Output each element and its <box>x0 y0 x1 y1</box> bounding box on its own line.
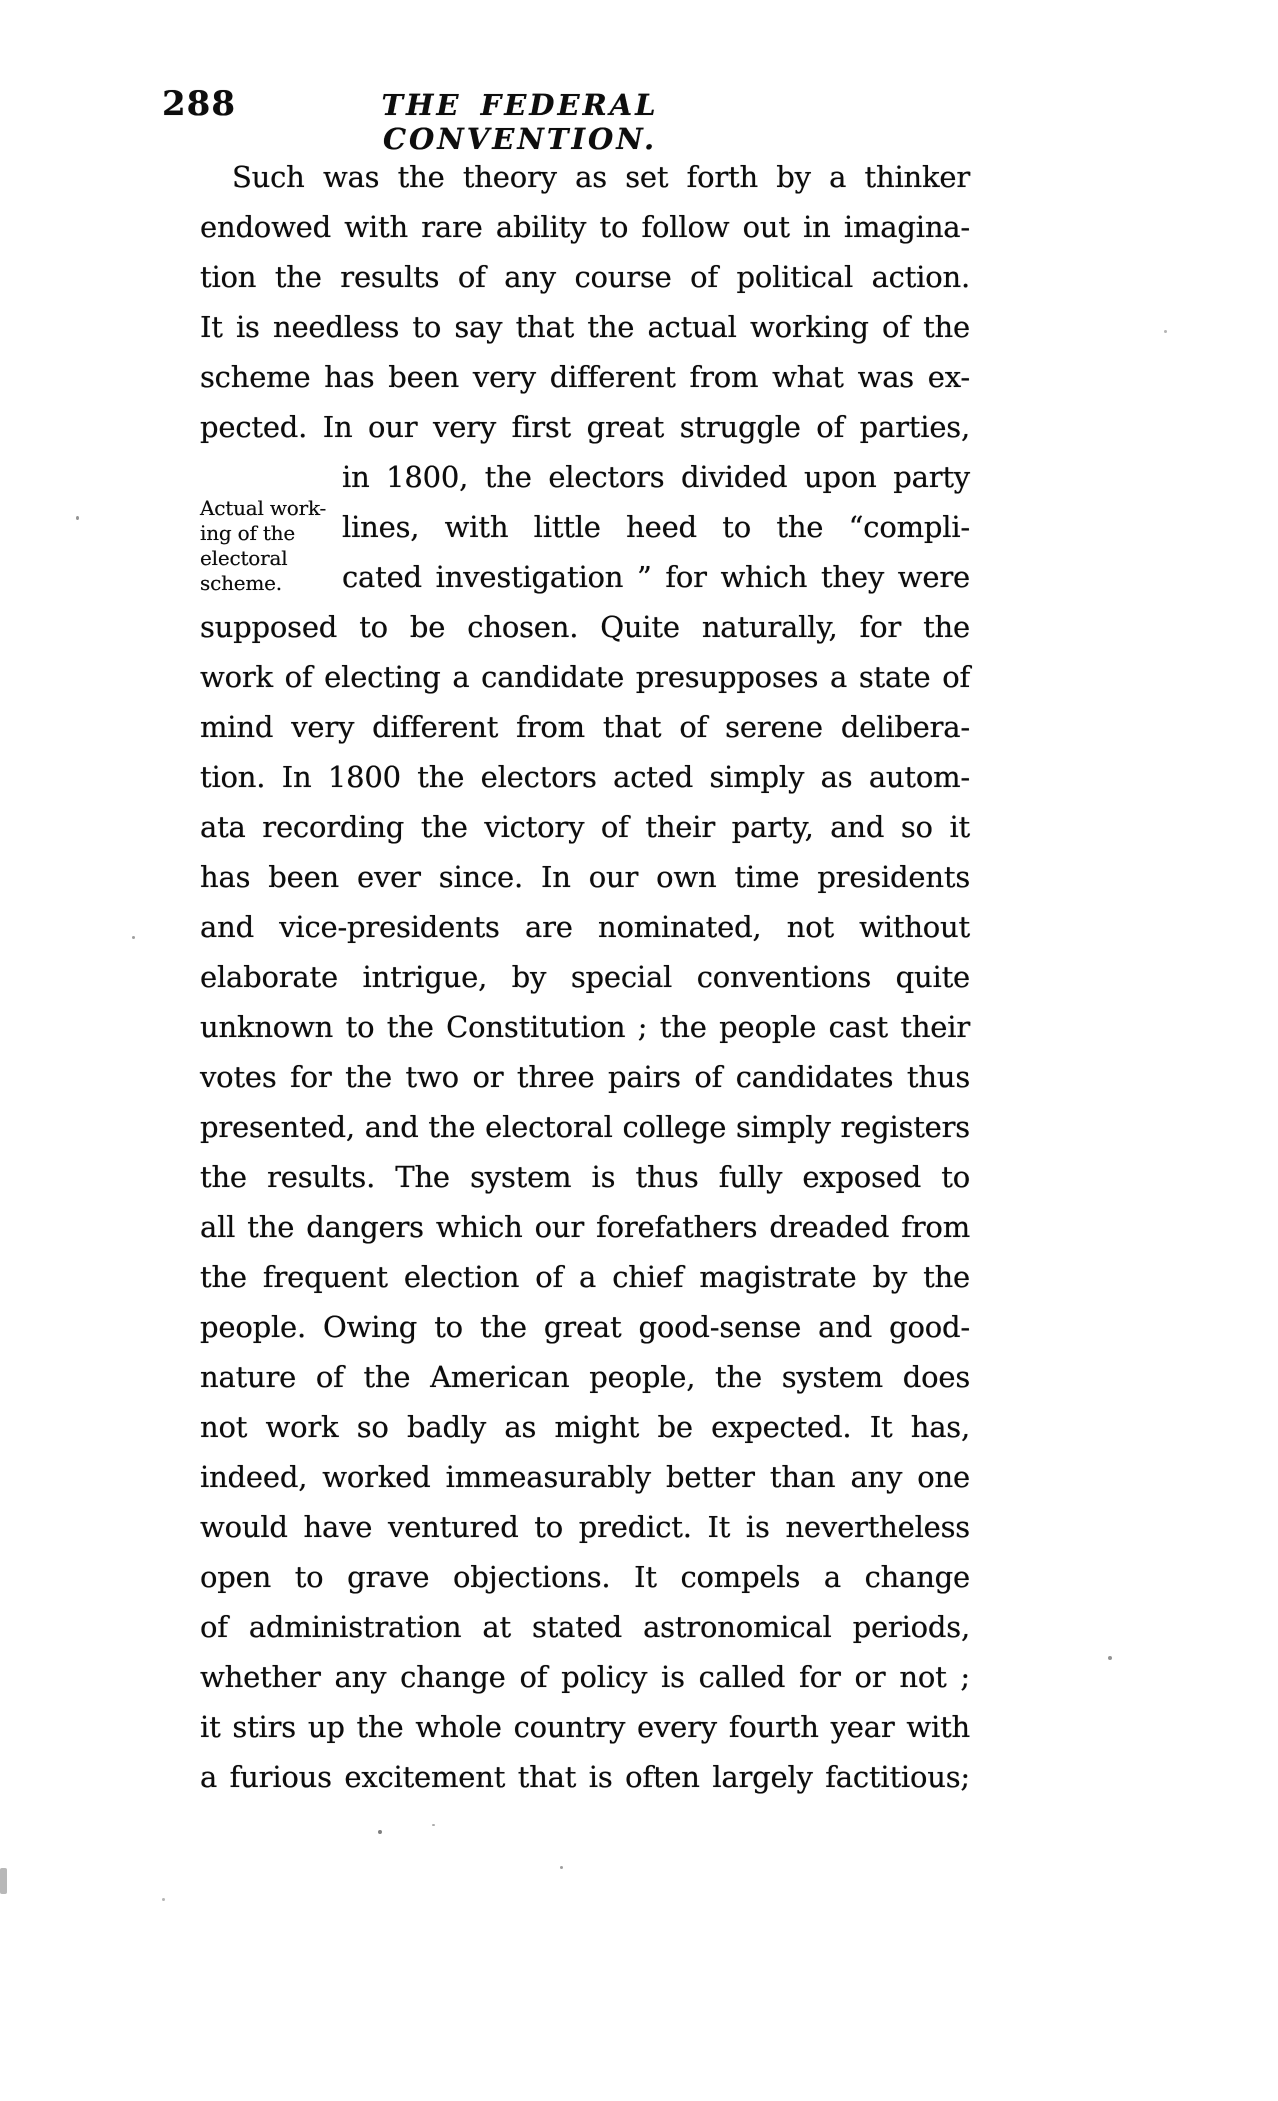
scan-speck <box>76 516 79 520</box>
text-line: votes for the two or three pairs of candidates thus <box>200 1060 970 1094</box>
text-line: not work so badly as might be expected. It has, <box>200 1410 970 1444</box>
text-line: people. Owing to the great good-sense and good- <box>200 1310 970 1344</box>
text-line: unknown to the Constitution ; the people cast their <box>200 1010 970 1044</box>
body-text <box>200 152 970 1802</box>
text-line: supposed to be chosen. Quite naturally, for the <box>200 610 970 644</box>
text-line: it stirs up the whole country every fourth year with <box>200 1710 970 1744</box>
text-line: endowed with rare ability to follow out in imagina- <box>200 210 970 244</box>
running-title: THE FEDERAL CONVENTION. <box>381 88 659 156</box>
scan-speck <box>378 1830 382 1834</box>
text-line: in 1800, the electors divided upon party <box>342 460 970 494</box>
text-line: It is needless to say that the actual working of the <box>200 310 970 344</box>
text-line: would have ventured to predict. It is nevertheless <box>200 1510 970 1544</box>
text-line: a furious excitement that is often largely factitious; <box>200 1760 970 1794</box>
text-line: has been ever since. In our own time presidents <box>200 860 970 894</box>
text-line: tion. In 1800 the electors acted simply as autom- <box>200 760 970 794</box>
text-line: elaborate intrigue, by special conventions quite <box>200 960 970 994</box>
margin-note-line: scheme. <box>200 571 282 595</box>
text-line: mind very different from that of serene delibera- <box>200 710 970 744</box>
text-line: scheme has been very different from what was ex- <box>200 360 970 394</box>
text-line: presented, and the electoral college simply registers <box>200 1110 970 1144</box>
text-line: nature of the American people, the system does <box>200 1360 970 1394</box>
text-line: ata recording the victory of their party, and so it <box>200 810 970 844</box>
margin-note-line: electoral <box>200 546 288 570</box>
scan-edge-artifact <box>0 1868 7 1894</box>
text-line: lines, with little heed to the “compli- <box>342 510 970 544</box>
text-line: Such was the theory as set forth by a thinker <box>232 160 970 194</box>
text-line: tion the results of any course of political action. <box>200 260 970 294</box>
text-line: and vice-presidents are nominated, not without <box>200 910 970 944</box>
scan-speck <box>432 1824 435 1826</box>
text-line: the frequent election of a chief magistrate by the <box>200 1260 970 1294</box>
text-line: indeed, worked immeasurably better than any one <box>200 1460 970 1494</box>
text-line: cated investigation ” for which they were <box>342 560 970 594</box>
scan-speck <box>1164 330 1167 333</box>
scan-speck <box>560 1866 563 1869</box>
text-line: all the dangers which our forefathers dreaded from <box>200 1210 970 1244</box>
text-line: whether any change of policy is called for or not ; <box>200 1660 970 1694</box>
scan-speck <box>132 936 135 939</box>
scan-speck <box>162 1898 165 1901</box>
text-line: open to grave objections. It compels a change <box>200 1560 970 1594</box>
text-line: the results. The system is thus fully exposed to <box>200 1160 970 1194</box>
margin-note-line: ing of the <box>200 521 295 545</box>
text-line: work of electing a candidate presupposes a state of <box>200 660 970 694</box>
text-line: pected. In our very first great struggle of parties, <box>200 410 970 444</box>
margin-note <box>200 496 358 596</box>
scan-speck <box>1108 1656 1112 1660</box>
margin-note-line: Actual work- <box>200 496 327 520</box>
page-number: 288 <box>162 84 236 124</box>
text-line: of administration at stated astronomical periods, <box>200 1610 970 1644</box>
